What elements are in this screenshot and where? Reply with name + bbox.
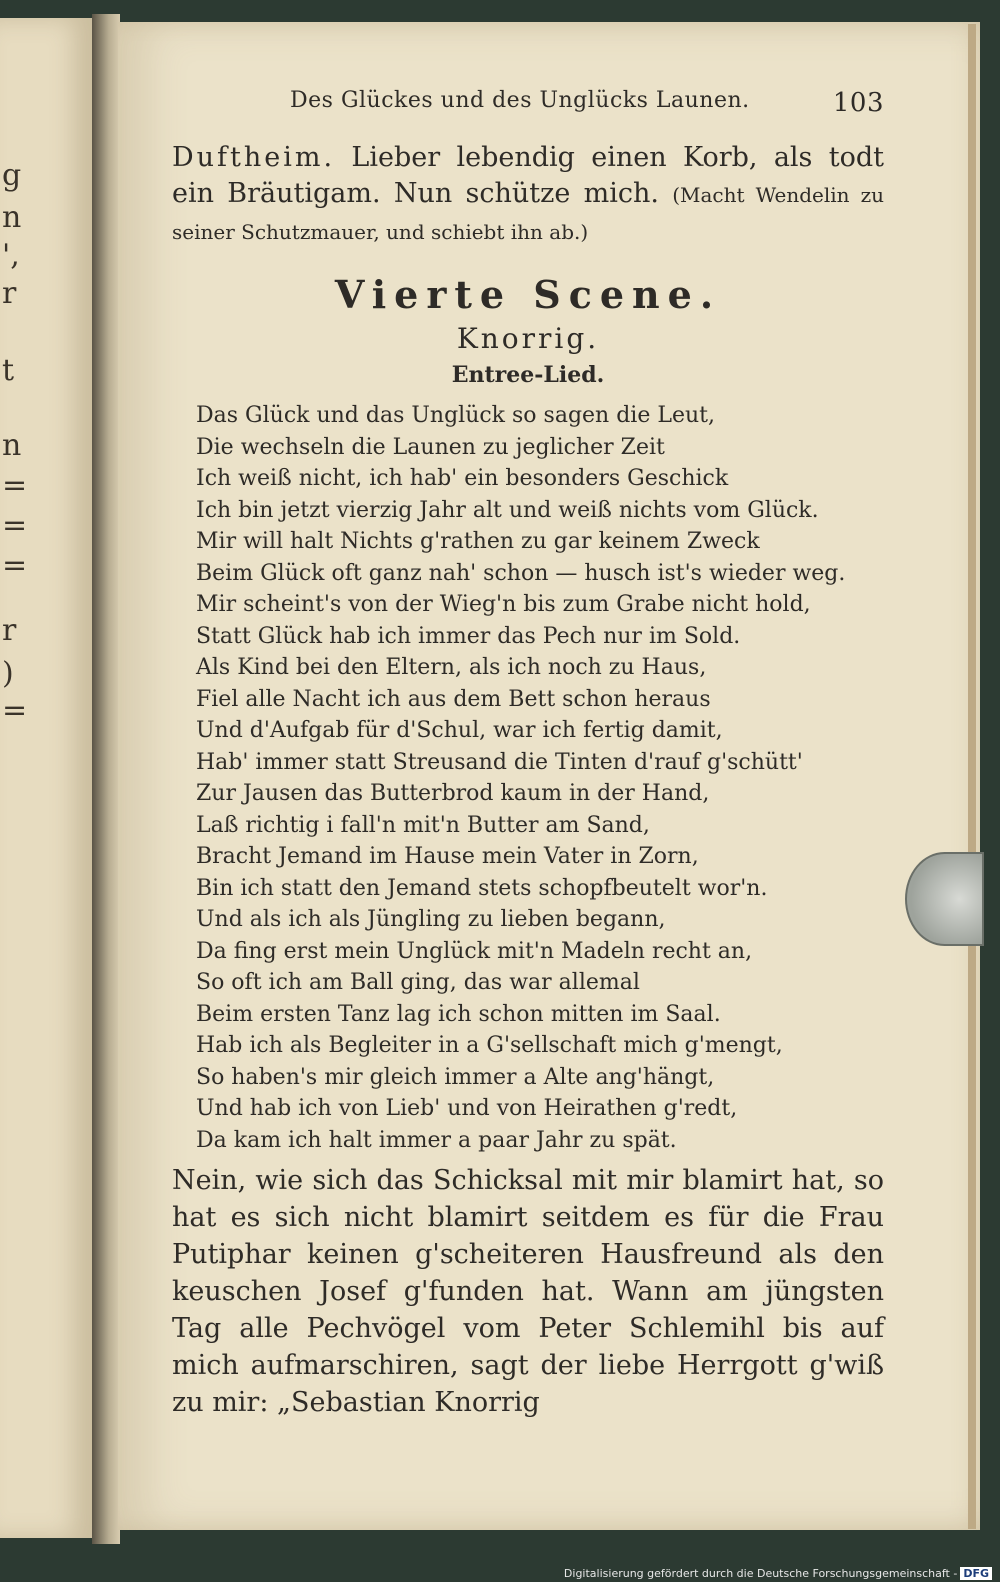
page-edge [968,24,976,1529]
verse-line: Zur Jausen das Butterbrod kaum in der Hand, [196,781,710,806]
running-header [172,88,884,118]
running-title: Des Glückes und des Unglücks Launen. [290,88,750,113]
opening-speech [172,140,884,250]
stage-direction: (Macht Wendelin zu seiner Schutzmauer, und schiebt ihn ab.) [172,183,884,244]
song-title: Entree-Lied. [451,362,605,388]
verse-line: Beim Glück oft ganz nah' schon — husch ist's wieder weg. [196,560,846,586]
left-page-fragment: g [2,158,22,193]
left-page-fragment: r [2,613,17,648]
page-number: 103 [832,88,884,118]
book-spine [92,14,120,1544]
speech-text: Lieber lebendig einen Korb, als todt ein Bräutigam. Nun schütze mich. [172,142,884,209]
song-verses [196,400,886,1156]
verse-line: Hab' immer statt Streusand die Tinten d'rauf g'schütt' [196,749,803,775]
verse-line: Hab ich als Begleiter in a G'sellschaft mich g'mengt, [196,1033,783,1058]
verse-line: Laß richtig i fall'n mit'n Butter am Sand, [196,812,650,838]
left-page-fragment: ) [2,656,14,691]
left-page-fragment: = [2,548,28,583]
verse-line: Beim ersten Tanz lag ich schon mitten im Saal. [196,1001,721,1027]
verse-line: So haben's mir gleich immer a Alte ang'hängt, [196,1064,715,1090]
verse-line: Und hab ich von Lieb' und von Heirathen g'redt, [196,1096,738,1121]
verse-line: Und d'Aufgab für d'Schul, war ich fertig damit, [196,718,723,743]
verse-line: Mir scheint's von der Wieg'n bis zum Grabe nicht hold, [196,592,811,617]
verse-line: Die wechseln die Launen zu jeglicher Zeit [196,434,665,460]
left-page-fragment: t [2,353,15,388]
character-name: Knorrig. [456,322,600,355]
left-page-fragment: = [2,468,28,503]
scene-title: Vierte Scene. [334,272,722,317]
verse-line: Ich bin jetzt vierzig Jahr alt und weiß nichts vom Glück. [196,497,819,523]
verse-line: Mir will halt Nichts g'rathen zu gar keinem Zweck [196,529,760,554]
verse-line: Das Glück und das Unglück so sagen die Leut, [196,403,715,428]
speaker-name: Duftheim. [172,142,336,173]
verse-line: Statt Glück hab ich immer das Pech nur im Sold. [196,623,741,649]
verse-line: Da fing erst mein Unglück mit'n Madeln recht an, [196,938,753,964]
left-page-fragment: r [2,276,17,311]
left-page-fragment: = [2,508,28,543]
thumb [905,852,984,946]
left-page-fragment: ', [2,238,20,273]
digitization-footer [564,1567,992,1580]
footer-text: Digitalisierung gefördert durch die Deutsche Forschungsgemeinschaft - [563,1567,958,1580]
left-page-fragment: n [2,428,22,463]
verse-line: Bin ich statt den Jemand stets schopfbeutelt wor'n. [196,875,768,901]
dfg-logo: DFG [960,1567,992,1580]
verse-line: Und als ich als Jüngling zu lieben begann, [196,907,666,932]
verse-line: Als Kind bei den Eltern, als ich noch zu Haus, [196,655,707,680]
closing-speech: Nein, wie sich das Schicksal mit mir blamirt hat, so hat es sich nicht blamirt seitdem es für die Frau Putiphar keinen g'scheiteren Hausfreund als den keuschen Josef g'funden hat. Wann am jüngsten Tag alle Pechvögel vom Peter Schlemihl bis auf mich aufmarschiren, sagt der liebe Herrgott g'wiß zu mir: „Sebastian Knorrig [172,1165,884,1418]
verse-line: Fiel alle Nacht ich aus dem Bett schon heraus [196,686,711,712]
left-page-fragment: = [2,693,28,728]
left-page-fragment: n [2,200,22,235]
verse-line: Bracht Jemand im Hause mein Vater in Zorn, [196,844,699,869]
verse-line: Da kam ich halt immer a paar Jahr zu spät. [196,1127,677,1153]
left-page [0,18,95,1538]
verse-line: So oft ich am Ball ging, das war allemal [196,970,640,995]
verse-line: Ich weiß nicht, ich hab' ein besonders Geschick [196,466,729,491]
